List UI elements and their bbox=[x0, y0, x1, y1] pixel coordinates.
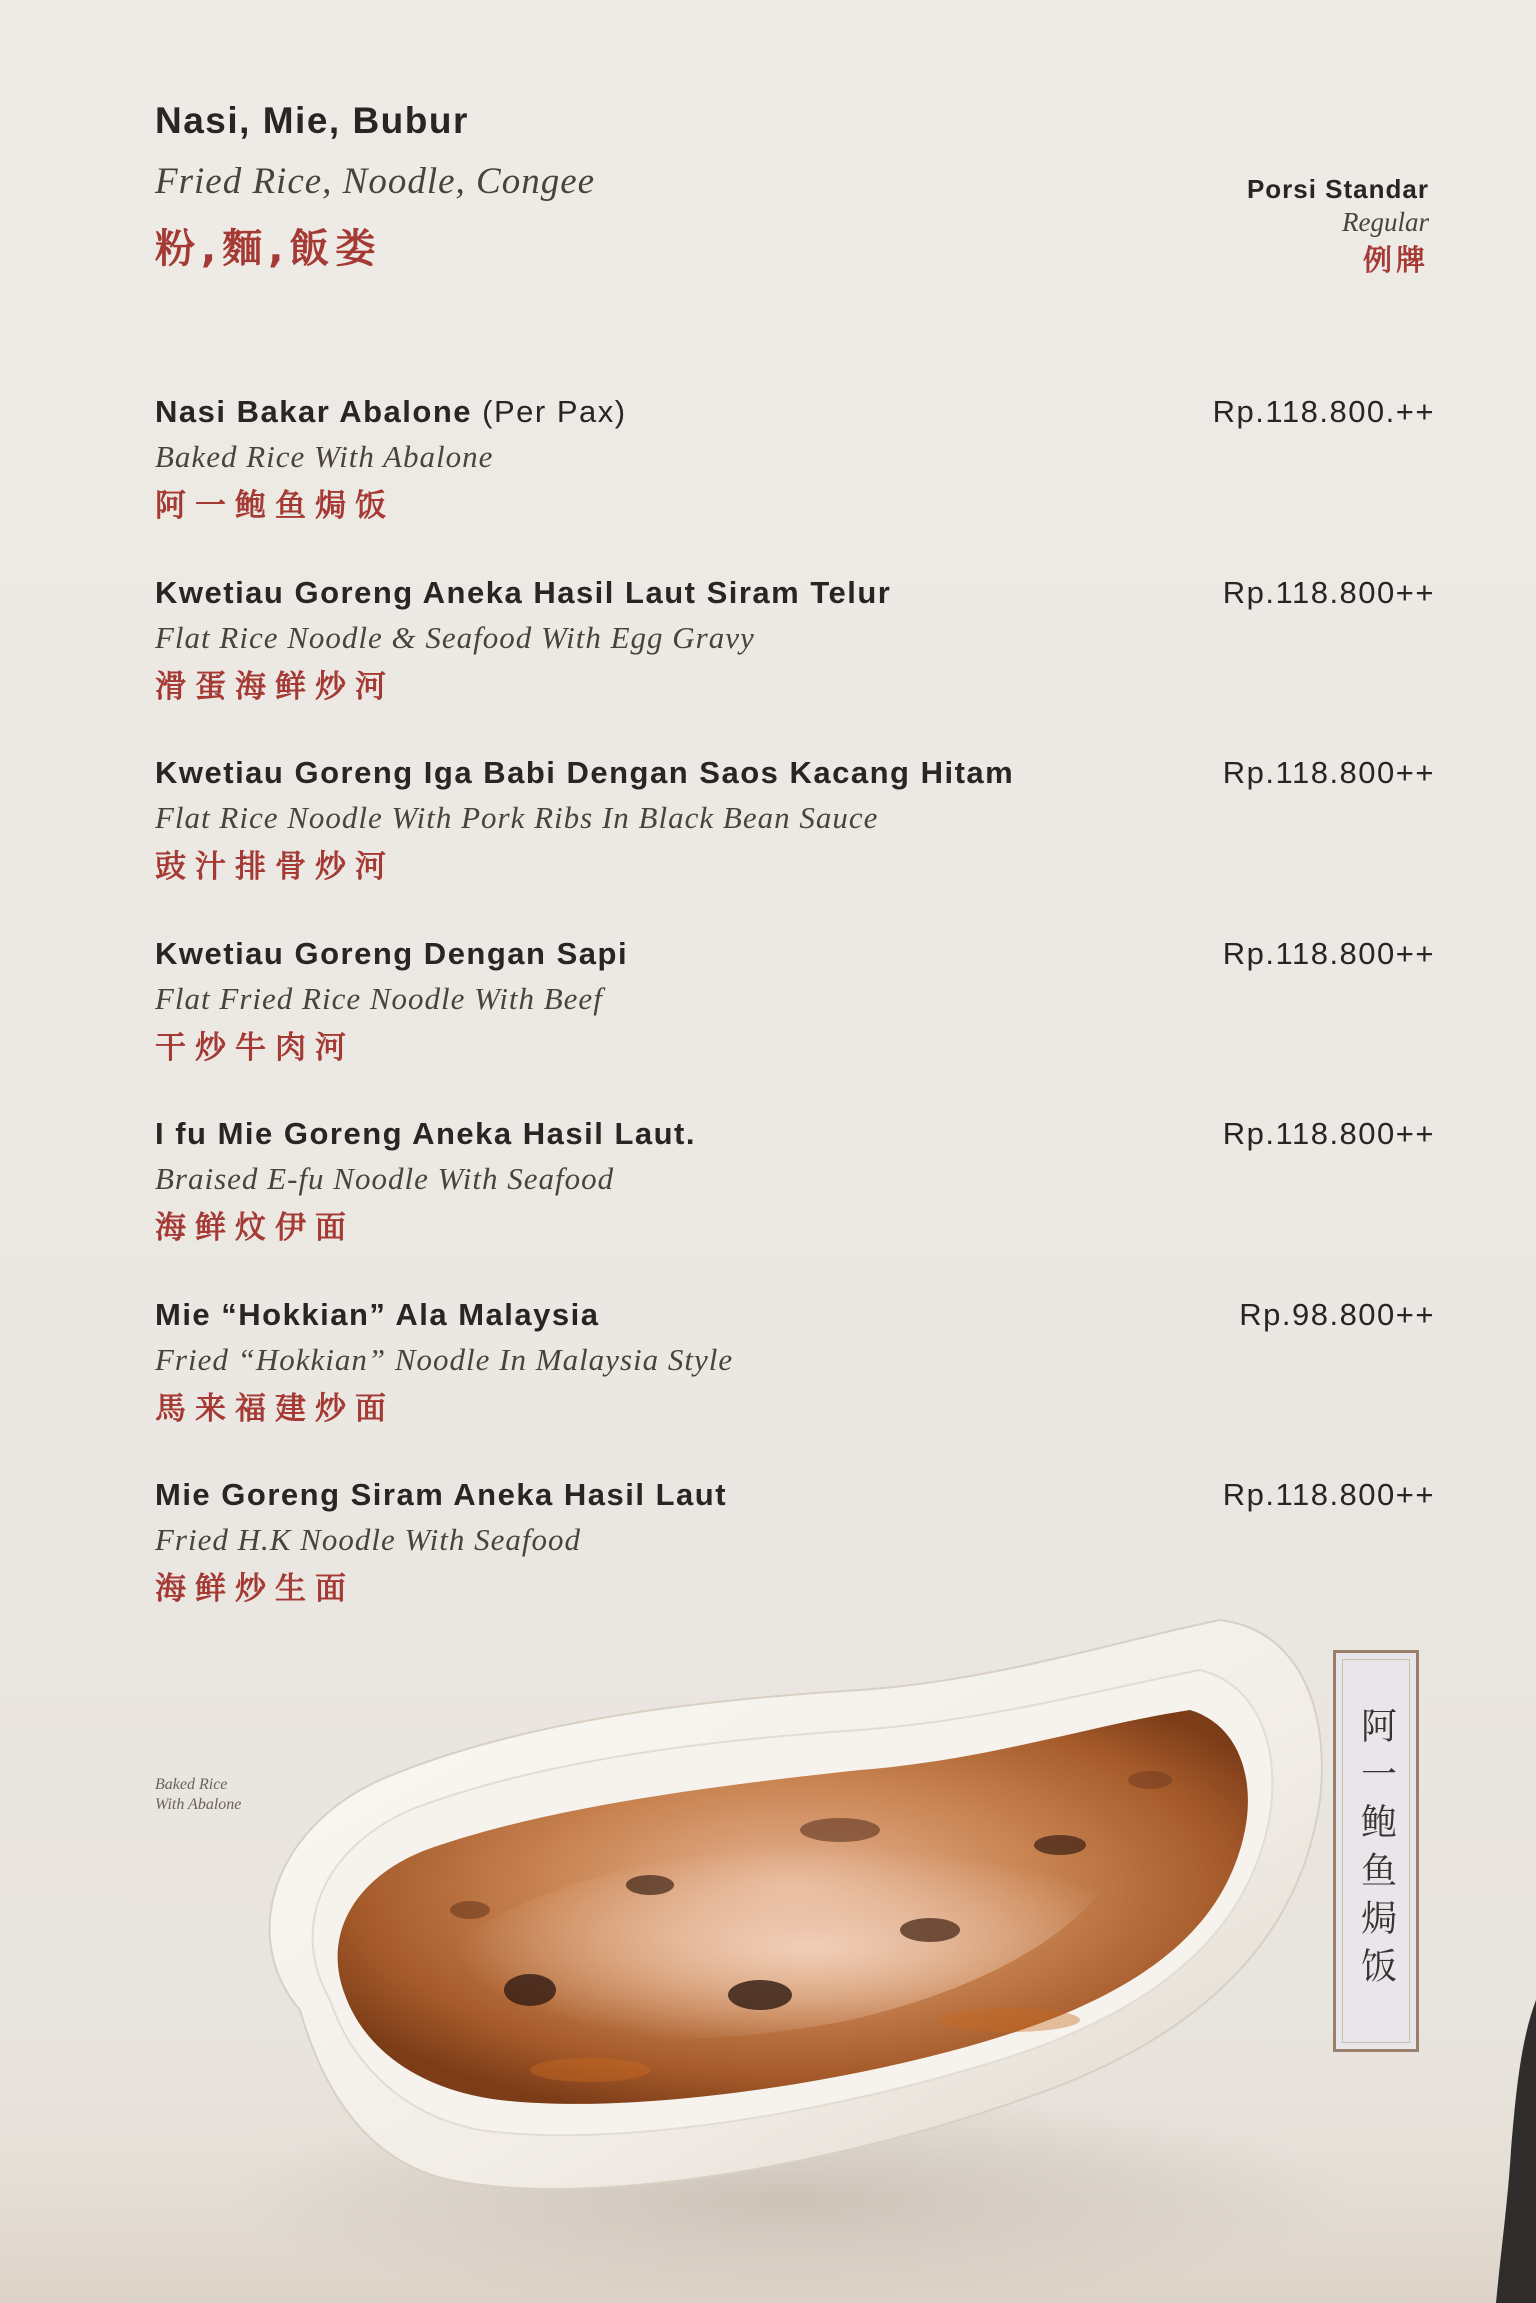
ink-brush-decoration bbox=[1476, 2000, 1536, 2303]
item-price: Rp.118.800++ bbox=[1222, 574, 1435, 610]
item-chinese-name: 滑蛋海鲜炒河 bbox=[155, 668, 395, 705]
section-title: Nasi, Mie, Bubur bbox=[155, 100, 469, 141]
item-chinese-name: 馬来福建炒面 bbox=[155, 1390, 395, 1427]
item-name-main: Kwetiau Goreng Aneka Hasil Laut Siram Telur bbox=[155, 574, 892, 610]
item-description: Flat Rice Noodle With Pork Ribs In Black Bean Sauce bbox=[155, 800, 879, 835]
item-chinese-name: 海鲜炒生面 bbox=[155, 1571, 355, 1607]
item-name-main: Kwetiau Goreng Dengan Sapi bbox=[155, 935, 629, 971]
item-description: Baked Rice With Abalone bbox=[155, 439, 494, 474]
item-price: Rp.118.800++ bbox=[1222, 755, 1435, 790]
item-name-note: (Per Pax) bbox=[472, 394, 627, 429]
menu-item bbox=[155, 753, 1435, 934]
item-name-main: Kwetiau Goreng Iga Babi Dengan Saos Kacang Hitam bbox=[155, 755, 1015, 790]
photo-caption-line-1: Baked Rice bbox=[155, 1776, 228, 1793]
item-description: Fried H.K Noodle With Seafood bbox=[155, 1522, 581, 1557]
item-price: Rp.98.800++ bbox=[1239, 1296, 1435, 1332]
menu-item bbox=[155, 1295, 1435, 1476]
item-description: Fried “Hokkian” Noodle In Malaysia Style bbox=[155, 1341, 734, 1377]
item-name-main: Nasi Bakar Abalone bbox=[155, 394, 473, 429]
portion-sub-label: Regular bbox=[1342, 207, 1429, 237]
menu-list bbox=[155, 392, 1435, 1656]
dish-photo bbox=[0, 1600, 1536, 2303]
item-price: Rp.118.800++ bbox=[1222, 935, 1435, 971]
section-chinese-title: 粉,麵,飯娄 bbox=[155, 226, 382, 272]
item-description: Flat Fried Rice Noodle With Beef bbox=[155, 980, 603, 1016]
item-price: Rp.118.800.++ bbox=[1212, 394, 1435, 429]
section-header bbox=[155, 100, 595, 274]
photo-caption-line-2: With Abalone bbox=[155, 1796, 242, 1813]
item-description: Braised E-fu Noodle With Seafood bbox=[155, 1161, 615, 1196]
vertical-tag-text: 阿一鲍鱼焗饭 bbox=[1355, 1707, 1397, 1995]
item-price: Rp.118.800++ bbox=[1222, 1116, 1435, 1151]
portion-header bbox=[1247, 174, 1429, 279]
menu-item bbox=[155, 934, 1435, 1115]
menu-item bbox=[155, 392, 1435, 573]
baked-rice-dish-image bbox=[0, 1600, 1536, 2303]
section-subtitle: Fried Rice, Noodle, Congee bbox=[155, 161, 596, 202]
item-name-main: Mie Goreng Siram Aneka Hasil Laut bbox=[155, 1477, 728, 1512]
item-chinese-name: 豉汁排骨炒河 bbox=[155, 849, 395, 885]
photo-caption bbox=[155, 1775, 241, 1815]
item-chinese-name: 阿一鲍鱼焗饭 bbox=[155, 488, 395, 524]
menu-item bbox=[155, 573, 1435, 754]
item-chinese-name: 干炒牛肉河 bbox=[155, 1029, 355, 1066]
portion-label: Porsi Standar bbox=[1246, 174, 1429, 204]
menu-item bbox=[155, 1114, 1435, 1295]
item-price: Rp.118.800++ bbox=[1222, 1477, 1435, 1512]
portion-chinese-label: 例牌 bbox=[1362, 243, 1429, 277]
item-description: Flat Rice Noodle & Seafood With Egg Gravy bbox=[155, 619, 755, 655]
item-name-main: Mie “Hokkian” Ala Malaysia bbox=[155, 1296, 600, 1332]
item-chinese-name: 海鲜炆伊面 bbox=[155, 1210, 355, 1246]
dish-name-vertical-tag bbox=[1333, 1650, 1419, 2052]
item-name-main: I fu Mie Goreng Aneka Hasil Laut. bbox=[155, 1116, 696, 1151]
